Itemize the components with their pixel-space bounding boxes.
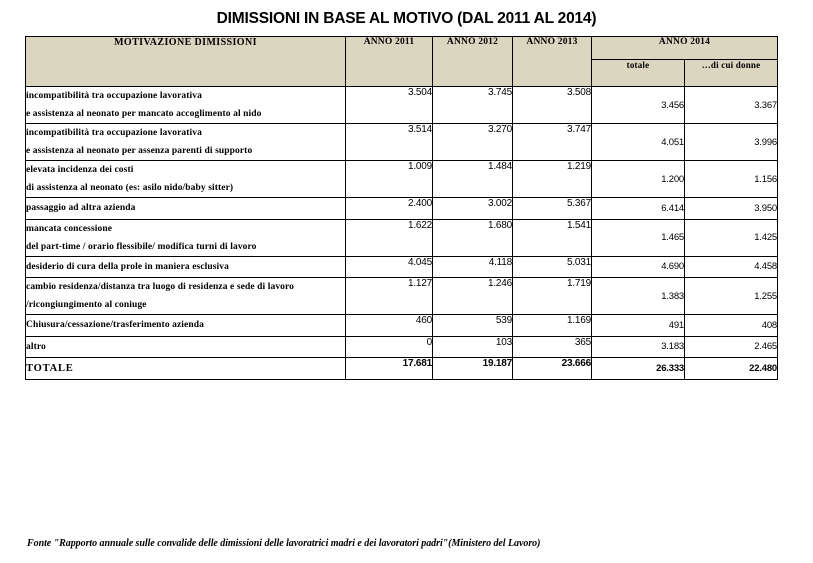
column-header-anno-2012: ANNO 2012 xyxy=(433,37,513,87)
page-title: DIMISSIONI IN BASE AL MOTIVO (DAL 2011 AL 2014) xyxy=(216,10,597,27)
cell-motivazione xyxy=(26,198,346,219)
cell-anno-2011: 0 xyxy=(346,336,433,357)
motivazione-line-1: passaggio ad altra azienda xyxy=(26,203,136,214)
motivazione-line-2: e assistenza al neonato per assenza parenti di supporto xyxy=(26,146,253,157)
table-row xyxy=(26,161,778,198)
cell-anno-2014-totale: 6.414 xyxy=(592,198,685,219)
table-header xyxy=(26,37,778,87)
cell-anno-2014-totale: 1.383 xyxy=(592,278,685,315)
cell-anno-2014-donne: 3.950 xyxy=(685,198,778,219)
cell-anno-2014-totale: 491 xyxy=(592,315,685,336)
cell-motivazione xyxy=(26,357,346,380)
table-row xyxy=(26,315,778,336)
table-row xyxy=(26,336,778,357)
cell-motivazione xyxy=(26,219,346,256)
cell-anno-2013: 23.666 xyxy=(513,357,592,380)
cell-anno-2014-totale: 1.465 xyxy=(592,219,685,256)
cell-anno-2014-totale: 1.200 xyxy=(592,161,685,198)
cell-anno-2014-donne: 4.458 xyxy=(685,256,778,277)
column-header-anno-2014: ANNO 2014 xyxy=(592,37,778,60)
cell-anno-2013: 1.169 xyxy=(513,315,592,336)
motivazione-line-2: del part-time / orario flessibile/ modifica turni di lavoro xyxy=(26,241,257,252)
cell-motivazione xyxy=(26,315,346,336)
motivazione-line-2: e assistenza al neonato per mancato accoglimento al nido xyxy=(26,109,262,120)
cell-anno-2014-donne: 3.367 xyxy=(685,87,778,124)
cell-anno-2013: 1.719 xyxy=(513,278,592,315)
cell-anno-2013: 5.367 xyxy=(513,198,592,219)
motivazione-line-1: incompatibilità tra occupazione lavorativa xyxy=(26,128,202,139)
cell-anno-2011: 17.681 xyxy=(346,357,433,380)
motivazione-line-2: /ricongiungimento al coniuge xyxy=(26,300,147,311)
table-total-row xyxy=(26,357,778,380)
table-row xyxy=(26,219,778,256)
motivazione-line-1: TOTALE xyxy=(26,362,74,374)
table-row xyxy=(26,256,778,277)
motivazione-line-1: Chiusura/cessazione/trasferimento azienda xyxy=(26,320,204,331)
cell-anno-2013: 1.219 xyxy=(513,161,592,198)
column-header-anno-2014-donne: …di cui donne xyxy=(685,60,778,87)
cell-anno-2014-totale: 3.456 xyxy=(592,87,685,124)
cell-anno-2011: 1.127 xyxy=(346,278,433,315)
motivazione-line-1: cambio residenza/distanza tra luogo di residenza e sede di lavoro xyxy=(26,282,295,293)
motivazione-line-1: elevata incidenza dei costi xyxy=(26,165,134,176)
column-header-anno-2014-totale: totale xyxy=(592,60,685,87)
cell-anno-2013: 5.031 xyxy=(513,256,592,277)
column-header-anno-2011: ANNO 2011 xyxy=(346,37,433,87)
cell-anno-2013: 365 xyxy=(513,336,592,357)
table-header-row-1 xyxy=(26,37,778,60)
cell-anno-2012: 103 xyxy=(433,336,513,357)
cell-anno-2012: 1.246 xyxy=(433,278,513,315)
cell-anno-2011: 3.514 xyxy=(346,124,433,161)
cell-anno-2014-donne: 2.465 xyxy=(685,336,778,357)
cell-anno-2012: 3.002 xyxy=(433,198,513,219)
cell-anno-2014-totale: 3.183 xyxy=(592,336,685,357)
cell-anno-2014-donne: 22.480 xyxy=(685,357,778,380)
cell-anno-2014-donne: 408 xyxy=(685,315,778,336)
cell-anno-2014-donne: 3.996 xyxy=(685,124,778,161)
cell-anno-2011: 1.009 xyxy=(346,161,433,198)
cell-anno-2014-totale: 4.051 xyxy=(592,124,685,161)
table-row xyxy=(26,198,778,219)
table-row xyxy=(26,278,778,315)
cell-anno-2014-donne: 1.425 xyxy=(685,219,778,256)
motivazione-line-1: incompatibilità tra occupazione lavorativa xyxy=(26,91,202,101)
cell-anno-2011: 2.400 xyxy=(346,198,433,219)
cell-anno-2012: 3.745 xyxy=(433,87,513,124)
motivazione-line-2: di assistenza al neonato (es: asilo nido/baby sitter) xyxy=(26,183,234,194)
cell-motivazione xyxy=(26,124,346,161)
cell-anno-2013: 3.747 xyxy=(513,124,592,161)
cell-anno-2011: 1.622 xyxy=(346,219,433,256)
cell-anno-2012: 539 xyxy=(433,315,513,336)
column-header-anno-2013: ANNO 2013 xyxy=(513,37,592,87)
table-row xyxy=(26,87,778,124)
cell-anno-2013: 3.508 xyxy=(513,87,592,124)
cell-anno-2012: 4.118 xyxy=(433,256,513,277)
cell-anno-2014-totale: 26.333 xyxy=(592,357,685,380)
dimissioni-table-container xyxy=(25,36,777,380)
dimissioni-table xyxy=(25,36,778,380)
source-note: Fonte "Rapporto annuale sulle convalide delle dimissioni delle lavoratrici madri e dei lavoratori padri"(Ministero del Lavoro) xyxy=(27,538,541,549)
cell-motivazione xyxy=(26,336,346,357)
column-header-motivazione: MOTIVAZIONE DIMISSIONI xyxy=(26,37,346,87)
cell-anno-2012: 19.187 xyxy=(433,357,513,380)
table-body xyxy=(26,87,778,380)
cell-anno-2011: 3.504 xyxy=(346,87,433,124)
cell-anno-2013: 1.541 xyxy=(513,219,592,256)
cell-motivazione xyxy=(26,161,346,198)
cell-anno-2012: 3.270 xyxy=(433,124,513,161)
cell-anno-2014-totale: 4.690 xyxy=(592,256,685,277)
cell-anno-2012: 1.680 xyxy=(433,219,513,256)
cell-anno-2011: 460 xyxy=(346,315,433,336)
cell-motivazione xyxy=(26,87,346,124)
cell-anno-2012: 1.484 xyxy=(433,161,513,198)
cell-motivazione xyxy=(26,256,346,277)
cell-motivazione xyxy=(26,278,346,315)
cell-anno-2011: 4.045 xyxy=(346,256,433,277)
motivazione-line-1: mancata concessione xyxy=(26,223,113,234)
cell-anno-2014-donne: 1.156 xyxy=(685,161,778,198)
cell-anno-2014-donne: 1.255 xyxy=(685,278,778,315)
motivazione-line-1: altro xyxy=(26,341,46,352)
table-row xyxy=(26,124,778,161)
motivazione-line-1: desiderio di cura della prole in maniera esclusiva xyxy=(26,261,230,272)
